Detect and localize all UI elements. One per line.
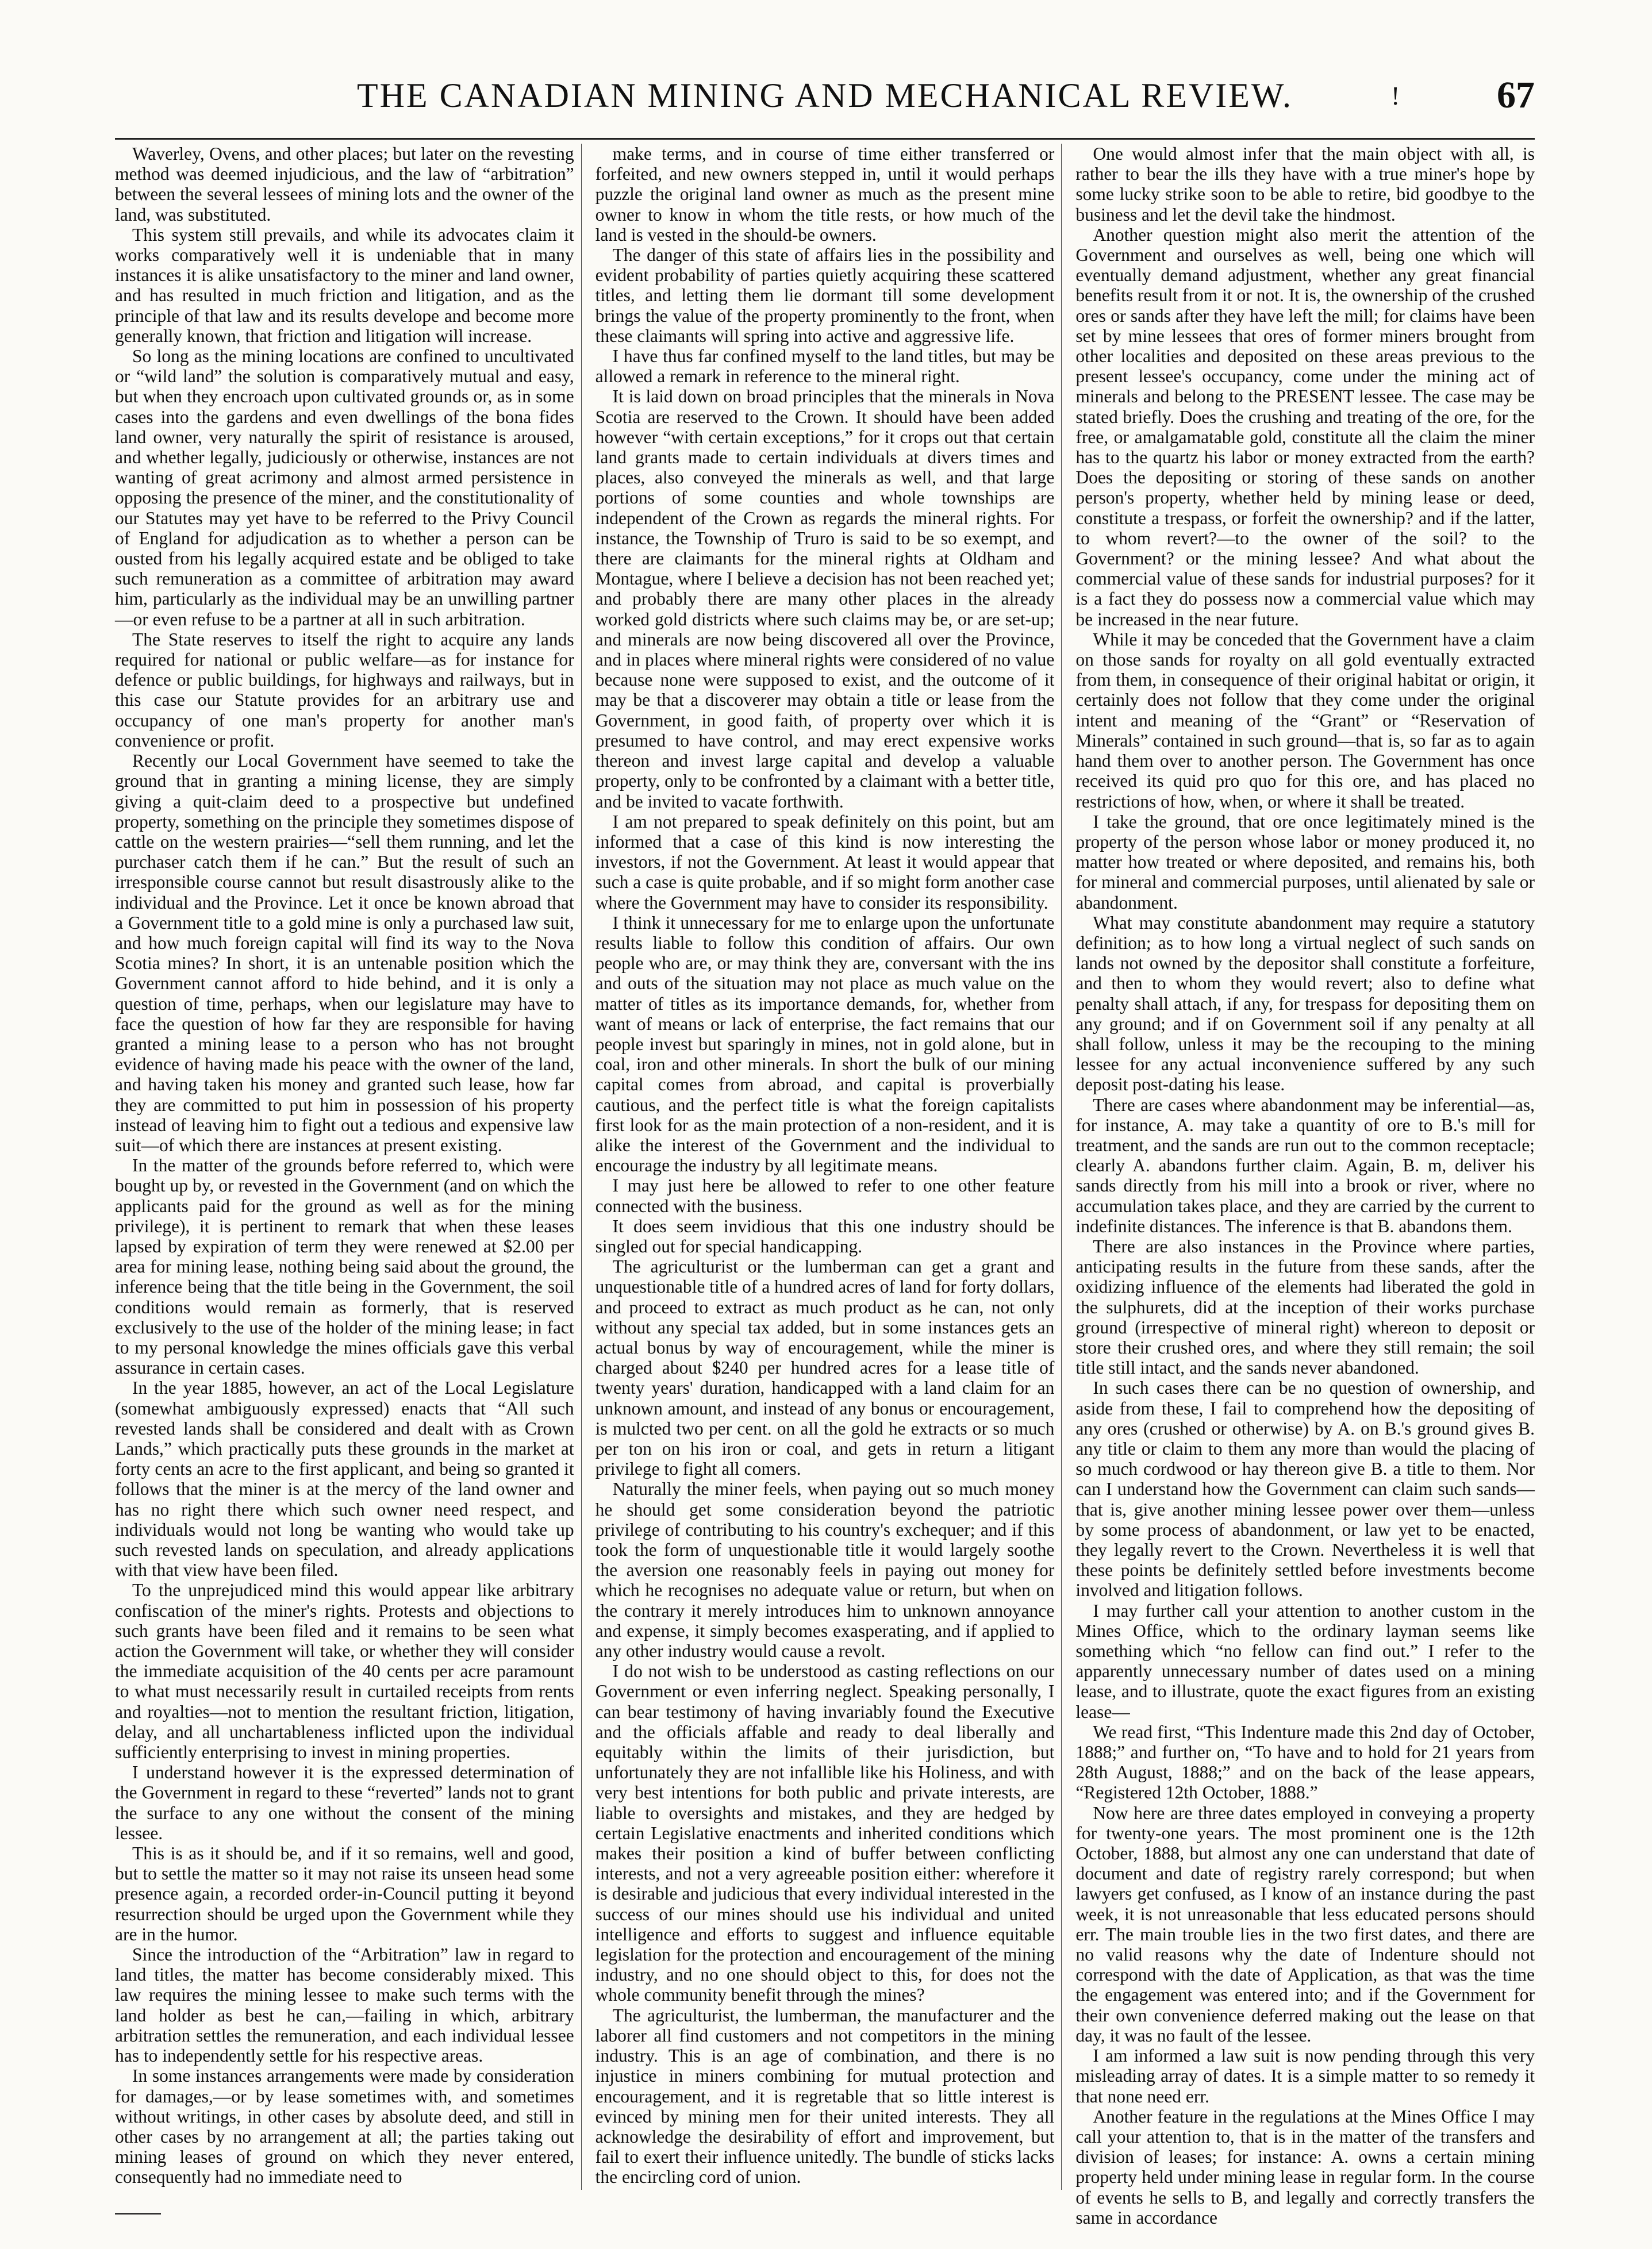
paragraph: I take the ground, that ore once legitimately mined is the property of the person whose labor or money produced it, no matter how treated or where deposited, and remains his, both for mineral and commercial purposes, until alienated by sale or abandonment. [1075, 811, 1535, 913]
paragraph: To the unprejudiced mind this would appear like arbitrary confiscation of the miner's rights. Protests and objections to such grants have been filed and it remains to be seen what action the Government will take, or whether they will consider the immediate acquisition of the 40 cents per acre paramount to what must necessarily result in curtailed receipts from rents and royalties—not to mention the resultant friction, litigation, delay, and all unchartableness inflicted upon the individual sufficiently enterprising to invest in mining properties. [115, 1580, 574, 1763]
paragraph: In some instances arrangements were made by consideration for damages,—or by lease sometimes with, and sometimes without writings, in other cases by absolute deed, and still in other cases by no arrangement at all; the parties taking out mining leases of ground on which they never entered, consequently had no immediate need to [115, 2066, 574, 2188]
paragraph: This is as it should be, and if it so remains, well and good, but to settle the matter so it may not raise its unseen head some presence again, a recorded order-in-Council putting it beyond resurrection should be urged upon the Government while they are in the humor. [115, 1843, 574, 1944]
paragraph: The agriculturist or the lumberman can get a grant and unquestionable title of a hundred acres of land for forty dollars, and proceed to extract as much product as he can, not only without any special tax added, but in some instances gets an actual bonus by way of encouragement, while the miner is charged about $240 per hundred acres for a lease title of twenty years' duration, handicapped with a land claim for an unknown amount, and instead of any bonus or encouragement, is mulcted two per cent. on all the gold he extracts or so much per ton on his iron or coal, and gets in return a litigant privilege to fight all comers. [595, 1256, 1055, 1479]
paragraph: I may further call your attention to another custom in the Mines Office, which to the ordinary layman seems like something which “no fellow can find out.” I refer to the apparently unnecessary number of dates used on a mining lease, and to illustrate, quote the exact figures from an existing lease— [1075, 1600, 1535, 1722]
paragraph: We read first, “This Indenture made this 2nd day of October, 1888;” and further on, “To have and to hold for 21 years from 28th August, 1888;” and on the back of the lease appears, “Registered 12th October, 1888.” [1075, 1721, 1535, 1803]
text-column-3 [1075, 144, 1535, 2228]
text-column-1 [115, 144, 582, 2190]
paragraph: I am informed a law suit is now pending through this very misleading array of dates. It is a simple matter to so remedy it that none need err. [1075, 2046, 1535, 2106]
paragraph: Naturally the miner feels, when paying out so much money he should get some consideration beyond the patriotic privilege of contributing to his country's exchequer; and if this took the form of unquestionable title it would largely soothe the aversion one reasonably feels in paying out money for which he recognises no adequate value or return, but when on the contrary it merely introduces him to unknown annoyance and expense, it simply becomes exasperating, and if applied to any other industry would cause a revolt. [595, 1479, 1055, 1662]
paragraph: What may constitute abandonment may require a statutory definition; as to how long a virtual neglect of such sands on lands not owned by the depositor shall constitute a forfeiture, and then to whom they would revert; also to define what penalty shall attach, if any, for trespass for depositing them on any ground; and if on Government soil if any penalty at all shall follow, unless it may be the recouping to the mining lessee for any actual inconvenience suffered by any such deposit post-dating his lease. [1075, 912, 1535, 1095]
paragraph: The agriculturist, the lumberman, the manufacturer and the laborer all find customers and not competitors in the mining industry. This is an age of combination, and there is no injustice in miners combining for mutual protection and encouragement, and it is regretable that so little interest is evinced by mining men for their united interests. They all acknowledge the desirability of effort and improvement, but fail to exert their influence unitedly. The bundle of sticks lacks the encircling cord of union. [595, 2005, 1055, 2188]
paragraph: There are cases where abandonment may be inferential—as, for instance, A. may take a quantity of ore to B.'s mill for treatment, and the sands are run out to the common receptacle; clearly A. abandons further claim. Again, B. m, deliver his sands directly from his mill into a brook or river, where no accumulation takes place, and they are carried by the current to indefinite distances. The inference is that B. abandons them. [1075, 1094, 1535, 1236]
paragraph: Waverley, Ovens, and other places; but later on the revesting method was deemed injudicious, and the law of “arbitration” between the several lessees of mining lots and the owner of the land, was substituted. [115, 144, 574, 225]
paragraph: The State reserves to itself the right to acquire any lands required for national or public welfare—as for instance for defence or public buildings, for highways and railways, but in this case our Statute provides for an arbitrary use and occupancy of one man's property for another man's convenience or profit. [115, 629, 574, 751]
paragraph: I understand however it is the expressed determination of the Government in regard to these “reverted” lands not to grant the surface to any one without the consent of the mining lessee. [115, 1762, 574, 1843]
paragraph: In the year 1885, however, an act of the Local Legislature (somewhat ambiguously expressed) enacts that “All such revested lands shall be considered and dealt with as Crown Lands,” which practically puts these grounds in the market at forty cents an acre to the first applicant, and being so granted it follows that the miner is at the mercy of the land owner and has no right there which such owner need respect, and individuals would not long be wanting who would take up such revested lands on speculation, and already applications with that view have been filed. [115, 1378, 574, 1581]
page-number: 67 [1497, 74, 1535, 116]
paragraph: There are also instances in the Province where parties, anticipating results in the future from these sands, after the oxidizing influence of the elements had liberated the gold in the sulphurets, did at the inception of their works purchase ground (irrespective of mineral right) whereon to deposit or store their crushed ores, and where they still remain; the soil title still intact, and the sands never abandoned. [1075, 1236, 1535, 1378]
paragraph: I think it unnecessary for me to enlarge upon the unfortunate results liable to follow this condition of affairs. Our own people who are, or may think they are, conversant with the ins and outs of the situation may not place as much value on the matter of titles as its importance demands, for, whether from want of means or lack of enterprise, the fact remains that our people invest but sparingly in mines, not in gold alone, but in coal, iron and other minerals. In short the bulk of our mining capital comes from abroad, and capital is proverbially cautious, and the perfect title is what the foreign capitalists first look for as the main protection of a non-resident, and it is alike the interest of the Government and the individual to encourage the industry by all legitimate means. [595, 912, 1055, 1176]
paragraph: The danger of this state of affairs lies in the possibility and evident probability of parties quietly acquiring these scattered titles, and letting them lie dormant till some development brings the value of the property prominently to the front, when these claimants will spring into active and aggressive life. [595, 245, 1055, 346]
paragraph: In such cases there can be no question of ownership, and aside from these, I fail to comprehend how the depositing of any ores (crushed or otherwise) by A. on B.'s ground gives B. any title or claim to them any more than would the placing of so much cordwood or hay thereon give B. a title to them. Nor can I understand how the Government can claim such sands—that is, give another mining lessee power over them—unless by some process of abandonment, or law yet to be enacted, they legally revert to the Crown. Nevertheless it is well that these points be definitely settled before investments become involved and litigation follows. [1075, 1378, 1535, 1601]
paragraph: So long as the mining locations are confined to uncultivated or “wild land” the solution is comparatively mutual and easy, but when they encroach upon cultivated grounds or, as in some cases into the gardens and even dwellings of the bona fides land owner, very naturally the spirit of resistance is aroused, and whether legally, judiciously or otherwise, instances are not wanting of great acrimony and almost armed persistence in opposing the presence of the miner, and the constitutionality of our Statutes may yet have to be referred to the Privy Council of England for adjudication as to whether a person can be ousted from his legally acquired estate and be obliged to take such remuneration as a committee of arbitration may award him, particularly as the individual may be an unwilling partner—or even refuse to be a partner at all in such arbitration. [115, 346, 574, 629]
paragraph: Now here are three dates employed in conveying a property for twenty-one years. The most prominent one is the 12th October, 1888, but almost any one can understand that date of document and date of registry rarely correspond; but when lawyers get confused, as I know of an instance during the past week, it is not unreasonable that less educated persons should err. The main trouble lies in the two first dates, and there are no valid reasons why the date of Indenture should not correspond with the date of Application, as that was the time the engagement was entered into; and if the Government for their own convenience deferred making out the lease on that day, it was no fault of the lessee. [1075, 1802, 1535, 2046]
paragraph: Since the introduction of the “Arbitration” law in regard to land titles, the matter has become considerably mixed. This law requires the mining lessee to make such terms with the land holder as best he can,—failing in which, arbitrary arbitration settles the remuneration, and each individual lessee has to independently settle for his respective areas. [115, 1944, 574, 2066]
paragraph: One would almost infer that the main object with all, is rather to bear the ills they have with a true miner's hope by some lucky strike soon to be able to retire, bid goodbye to the business and let the devil take the hindmost. [1075, 144, 1535, 225]
paragraph: Recently our Local Government have seemed to take the ground that in granting a mining license, they are simply giving a quit-claim deed to a prospective but undefined property, something on the principle they sometimes dispose of cattle on the western prairies—“sell them running, and let the purchaser catch them if he can.” But the result of such an irresponsible course cannot but result disastrously alike to the individual and the Province. Let it once be known abroad that a Government title to a gold mine is only a purchased law suit, and how much foreign capital will find its way to the Nova Scotia mines? In short, it is an untenable position which the Government cannot afford to hide behind, and it is only a question of time, perhaps, when our legislature may have to face the question of how far they are responsible for having granted a mining lease to a person who has not brought evidence of having made his peace with the owner of the land, and having taken his money and granted such lease, how far they are committed to put him in possession of his property instead of leaving him to fight out a tedious and expensive law suit—of which there are instances at present existing. [115, 751, 574, 1155]
paragraph: I do not wish to be understood as casting reflections on our Government or even inferring neglect. Speaking personally, I can bear testimony of having invariably found the Executive and the officials affable and ready to deal liberally and equitably within the limits of their jurisdiction, but unfortunately they are not infallible like his Holiness, and with very best intentions for both public and private interests, are liable to oversights and mistakes, and they are hedged by certain Legislative enactments and inherited conditions which makes their position a kind of buffer between conflicting interests, and not a very agreeable position either: wherefore it is desirable and judicious that every individual interested in the success of our mines should use his individual and united intelligence and efforts to suggest and influence equitable legislation for the protection and encouragement of the mining industry, and no one should object to this, for does not the whole community benefit through the mines? [595, 1661, 1055, 2005]
margin-mark: ! [1391, 81, 1400, 110]
article-columns [115, 144, 1535, 2228]
paragraph: This system still prevails, and while its advocates claim it works comparatively well it is undeniable that in many instances it is alike unsatisfactory to the miner and land owner, and has resulted in much friction and litigation, and as the principle of that law and its results develope and become more generally known, that friction and litigation will increase. [115, 224, 574, 346]
page-header [115, 69, 1535, 140]
text-column-2 [596, 144, 1062, 2190]
paragraph: I have thus far confined myself to the land titles, but may be allowed a remark in reference to the mineral right. [595, 346, 1055, 387]
paragraph: I may just here be allowed to refer to one other feature connected with the business. [595, 1175, 1055, 1216]
footer-rule [115, 2213, 161, 2215]
paragraph: make terms, and in course of time either transferred or forfeited, and new owners stepped in, until it would perhaps puzzle the original land owner as much as the present mine owner to know in whom the title rests, or how much of the land is vested in the should-be owners. [595, 144, 1055, 245]
paragraph: Another question might also merit the attention of the Government and ourselves as well, being one which will eventually demand adjustment, whether any great financial benefits result from it or not. It is, the ownership of the crushed ores or sands after they have left the mill; for claims have been set by mine lessees that ores of former miners brought from other localities and deposited on these areas previous to the present lessee's occupancy, come under the mining act of minerals and belong to the PRESENT lessee. The case may be stated briefly. Does the crushing and treating of the ore, for the free, or amalgamatable gold, constitute all the claim the miner has to the quartz his labor or money extracted from the earth? Does the depositing or storing of these sands on another person's property, whether held by mining lease or deed, constitute a trespass, or forfeit the ownership? and if the latter, to whom revert?—to the owner of the soil? to the Government? or the mining lessee? And what about the commercial value of these sands for industrial purposes? for it is a fact they do possess now a commercial value which may be increased in the near future. [1075, 224, 1535, 629]
paragraph: I am not prepared to speak definitely on this point, but am informed that a case of this kind is now interesting the investors, if not the Government. At least it would appear that such a case is quite probable, and if so might form another case where the Government may have to consider its responsibility. [595, 811, 1055, 913]
paragraph: Another feature in the regulations at the Mines Office I may call your attention to, that is in the matter of the transfers and division of leases; for instance: A. owns a certain mining property held under mining lease in regular form. In the course of events he sells to B, and legally and correctly transfers the same in accordance [1075, 2106, 1535, 2228]
paragraph: It does seem invidious that this one industry should be singled out for special handicapping. [595, 1216, 1055, 1256]
paragraph: It is laid down on broad principles that the minerals in Nova Scotia are reserved to the Crown. It should have been added however “with certain exceptions,” for it crops out that certain land grants made to certain individuals at divers times and places, also conveyed the minerals as well, and that large portions of some counties and whole townships are independent of the Crown as regards the mineral rights. For instance, the Township of Truro is said to be so exempt, and there are claimants for the mineral rights at Oldham and Montague, where I believe a decision has not been reached yet; and probably there are many other places in the already worked gold districts where such claims may be, or are set-up; and minerals are now being discovered all over the Province, and in places where mineral rights were considered of no value because none were supposed to exist, and the outcome of it may be that a discoverer may obtain a title or lease from the Government, in good faith, of property over which it is presumed to have control, and may erect expensive works thereon and invest large capital and develop a valuable property, only to be confronted by a claimant with a better title, and be invited to vacate forthwith. [595, 386, 1055, 812]
paragraph: In the matter of the grounds before referred to, which were bought up by, or revested in the Government (and on which the applicants paid for the ground as well as for the mining privilege), it is pertinent to remark that when these leases lapsed by expiration of term they were renewed at $2.00 per area for mining lease, nothing being said about the ground, the inference being that the title being in the Government, the soil conditions would remain as formerly, that is reserved exclusively to the use of the holder of the mining lease; in fact to my personal knowledge the mines officials gave this verbal assurance in certain cases. [115, 1155, 574, 1378]
paragraph: While it may be conceded that the Government have a claim on those sands for royalty on all gold eventually extracted from them, in consequence of their original habitat or origin, it certainly does not follow that they come under the original intent and meaning of the “Grant” or “Reservation of Minerals” contained in such ground—that is, so far as to again hand them over to another person. The Government has once received its quid pro quo for this ore, and has placed no restrictions of how, when, or where it shall be treated. [1075, 629, 1535, 812]
running-title: THE CANADIAN MINING AND MECHANICAL REVIEW. [356, 76, 1293, 114]
